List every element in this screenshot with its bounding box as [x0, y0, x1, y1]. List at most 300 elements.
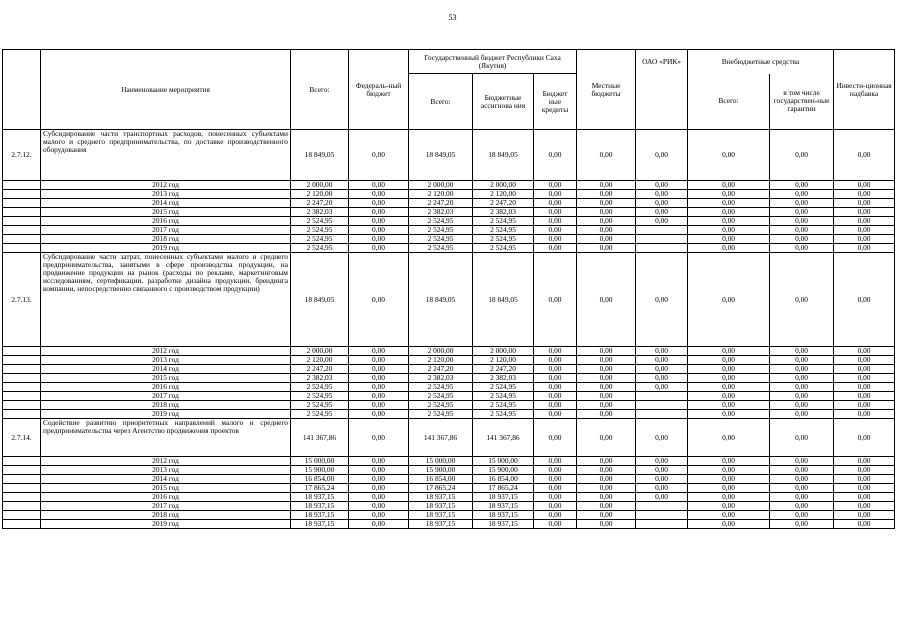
- year-value: 17 865,24: [409, 484, 473, 493]
- year-value: 15 000,00: [409, 457, 473, 466]
- year-value: 0,00: [349, 502, 409, 511]
- year-value: 2 120,00: [473, 190, 534, 199]
- year-value: 0,00: [688, 401, 770, 410]
- year-value: 0,00: [834, 520, 895, 529]
- year-value: 0,00: [577, 181, 636, 190]
- year-value: 2 247,20: [409, 365, 473, 374]
- year-value: 2 524,95: [291, 217, 349, 226]
- year-value: 2 382,03: [291, 374, 349, 383]
- year-row: [3, 392, 895, 401]
- year-value: 0,00: [770, 374, 834, 383]
- year-value: [636, 244, 688, 253]
- year-value: 0,00: [534, 356, 577, 365]
- year-value: 0,00: [349, 383, 409, 392]
- year-label: 2012 год: [41, 181, 291, 190]
- year-value: 2 524,95: [473, 401, 534, 410]
- year-value: 0,00: [770, 457, 834, 466]
- year-value: 0,00: [688, 457, 770, 466]
- year-value: 0,00: [770, 484, 834, 493]
- year-label: 2017 год: [41, 226, 291, 235]
- year-code-cell: [3, 520, 41, 529]
- year-value: 0,00: [534, 502, 577, 511]
- year-value: 0,00: [688, 374, 770, 383]
- header-budget-allocations: Бюджетные ассигнова ния: [473, 74, 534, 130]
- year-value: 15 900,00: [409, 466, 473, 475]
- year-value: 0,00: [636, 356, 688, 365]
- year-value: 0,00: [834, 356, 895, 365]
- year-value: 2 524,95: [409, 244, 473, 253]
- year-value: 0,00: [534, 457, 577, 466]
- year-row: [3, 208, 895, 217]
- year-value: 0,00: [834, 217, 895, 226]
- year-value: 0,00: [577, 457, 636, 466]
- year-value: 0,00: [577, 235, 636, 244]
- year-code-cell: [3, 217, 41, 226]
- year-value: 0,00: [688, 511, 770, 520]
- year-code-cell: [3, 457, 41, 466]
- year-value: 0,00: [834, 457, 895, 466]
- year-value: 0,00: [770, 235, 834, 244]
- year-label: 2018 год: [41, 401, 291, 410]
- year-value: 2 382,03: [473, 374, 534, 383]
- year-value: 18 937,15: [291, 520, 349, 529]
- year-value: 2 000,00: [291, 181, 349, 190]
- year-value: 0,00: [834, 484, 895, 493]
- year-value: 18 937,15: [291, 511, 349, 520]
- header-name: Наименование мероприятия: [41, 50, 291, 130]
- section-total-value: 18 849,05: [409, 130, 473, 181]
- year-row: [3, 235, 895, 244]
- year-value: 0,00: [577, 475, 636, 484]
- section-total-value: 0,00: [834, 130, 895, 181]
- year-label: 2013 год: [41, 356, 291, 365]
- year-row: [3, 466, 895, 475]
- year-value: 2 524,95: [291, 401, 349, 410]
- year-value: 0,00: [770, 199, 834, 208]
- year-value: 0,00: [770, 365, 834, 374]
- year-value: 0,00: [834, 383, 895, 392]
- year-value: 0,00: [770, 410, 834, 419]
- year-value: 0,00: [770, 493, 834, 502]
- year-value: [636, 511, 688, 520]
- year-value: 2 524,95: [473, 235, 534, 244]
- year-value: 2 120,00: [409, 190, 473, 199]
- section-code: 2.7.13.: [3, 253, 41, 347]
- year-code-cell: [3, 401, 41, 410]
- year-value: 2 524,95: [291, 235, 349, 244]
- year-row: [3, 457, 895, 466]
- year-value: 2 382,03: [291, 208, 349, 217]
- year-value: 0,00: [577, 347, 636, 356]
- year-value: 0,00: [577, 356, 636, 365]
- year-value: 0,00: [534, 410, 577, 419]
- year-value: 0,00: [770, 392, 834, 401]
- year-value: 2 524,95: [291, 383, 349, 392]
- year-value: 0,00: [834, 502, 895, 511]
- year-value: 0,00: [349, 374, 409, 383]
- section-row: [3, 253, 895, 347]
- year-value: 0,00: [636, 217, 688, 226]
- section-total-value: 0,00: [577, 419, 636, 457]
- year-value: 0,00: [688, 181, 770, 190]
- section-total-value: 0,00: [534, 130, 577, 181]
- section-total-value: 141 367,86: [291, 419, 349, 457]
- year-label: 2016 год: [41, 217, 291, 226]
- section-total-value: 0,00: [636, 419, 688, 457]
- year-value: 15 900,00: [473, 466, 534, 475]
- year-value: 0,00: [770, 347, 834, 356]
- section-row: [3, 130, 895, 181]
- header-extra-guarantees: в том числе государствен-ные гарантии: [770, 74, 834, 130]
- year-value: 0,00: [834, 365, 895, 374]
- year-code-cell: [3, 392, 41, 401]
- year-value: 2 120,00: [473, 356, 534, 365]
- year-value: 2 524,95: [291, 226, 349, 235]
- year-value: 0,00: [834, 199, 895, 208]
- header-state-budget: Государственный бюджет Республики Саха (Якутия): [409, 50, 577, 74]
- year-value: 2 000,00: [409, 347, 473, 356]
- year-value: 0,00: [770, 190, 834, 199]
- year-value: 2 524,95: [291, 410, 349, 419]
- year-value: 0,00: [349, 208, 409, 217]
- year-value: 0,00: [349, 484, 409, 493]
- section-total-value: 0,00: [349, 419, 409, 457]
- year-label: 2015 год: [41, 484, 291, 493]
- year-value: 0,00: [577, 383, 636, 392]
- year-value: 2 120,00: [291, 190, 349, 199]
- year-code-cell: [3, 199, 41, 208]
- year-value: 0,00: [636, 383, 688, 392]
- year-value: 2 524,95: [409, 226, 473, 235]
- table-body: [3, 130, 895, 529]
- year-value: 0,00: [534, 401, 577, 410]
- year-value: 0,00: [349, 466, 409, 475]
- year-value: 0,00: [534, 392, 577, 401]
- year-value: 0,00: [688, 383, 770, 392]
- year-value: 0,00: [688, 475, 770, 484]
- year-value: 2 247,20: [473, 365, 534, 374]
- year-value: 0,00: [534, 190, 577, 199]
- year-label: 2012 год: [41, 347, 291, 356]
- section-total-value: 0,00: [688, 130, 770, 181]
- year-row: [3, 374, 895, 383]
- year-value: 0,00: [534, 347, 577, 356]
- year-label: 2017 год: [41, 392, 291, 401]
- year-value: 2 247,20: [291, 199, 349, 208]
- section-total-value: 18 849,05: [473, 253, 534, 347]
- year-label: 2018 год: [41, 511, 291, 520]
- year-value: 0,00: [577, 226, 636, 235]
- year-value: 2 382,03: [409, 374, 473, 383]
- year-value: 0,00: [577, 208, 636, 217]
- year-value: 0,00: [577, 493, 636, 502]
- year-value: 0,00: [688, 502, 770, 511]
- year-code-cell: [3, 226, 41, 235]
- year-label: 2014 год: [41, 475, 291, 484]
- year-value: [636, 520, 688, 529]
- year-value: 0,00: [688, 190, 770, 199]
- year-value: 2 524,95: [473, 383, 534, 392]
- year-value: 0,00: [349, 356, 409, 365]
- year-label: 2019 год: [41, 410, 291, 419]
- year-value: 0,00: [636, 484, 688, 493]
- header-code-cell: [3, 50, 41, 130]
- section-title: Субсидирование части транспортных расходов, понесенных субъектами малого и среднего предпринимательства, по доставке производственного оборудования: [41, 130, 291, 181]
- year-value: 2 524,95: [409, 410, 473, 419]
- year-value: 0,00: [349, 347, 409, 356]
- year-value: 0,00: [636, 466, 688, 475]
- year-row: [3, 401, 895, 410]
- year-value: 0,00: [834, 347, 895, 356]
- year-value: 0,00: [636, 457, 688, 466]
- year-value: 0,00: [534, 365, 577, 374]
- section-total-value: 0,00: [349, 130, 409, 181]
- year-value: 15 900,00: [291, 466, 349, 475]
- year-value: 0,00: [577, 520, 636, 529]
- year-value: 0,00: [349, 457, 409, 466]
- year-value: 0,00: [577, 392, 636, 401]
- year-value: 0,00: [534, 475, 577, 484]
- section-total-value: 0,00: [577, 130, 636, 181]
- year-value: 0,00: [577, 484, 636, 493]
- year-label: 2016 год: [41, 493, 291, 502]
- year-value: 0,00: [534, 466, 577, 475]
- year-value: 0,00: [636, 208, 688, 217]
- year-value: 0,00: [834, 410, 895, 419]
- year-value: 0,00: [577, 511, 636, 520]
- year-value: [636, 226, 688, 235]
- year-value: 2 000,00: [473, 181, 534, 190]
- year-value: 0,00: [534, 199, 577, 208]
- year-value: 0,00: [688, 484, 770, 493]
- year-row: [3, 356, 895, 365]
- year-row: [3, 244, 895, 253]
- year-value: 0,00: [688, 466, 770, 475]
- year-label: 2017 год: [41, 502, 291, 511]
- section-total-value: 0,00: [688, 253, 770, 347]
- year-value: 16 854,00: [409, 475, 473, 484]
- year-value: 18 937,15: [473, 502, 534, 511]
- section-row: [3, 419, 895, 457]
- year-code-cell: [3, 235, 41, 244]
- year-value: 0,00: [534, 511, 577, 520]
- year-value: 18 937,15: [409, 520, 473, 529]
- year-value: 18 937,15: [409, 511, 473, 520]
- year-row: [3, 520, 895, 529]
- year-row: [3, 365, 895, 374]
- year-value: 0,00: [349, 199, 409, 208]
- year-value: 2 524,95: [291, 244, 349, 253]
- year-value: 0,00: [834, 466, 895, 475]
- year-row: [3, 493, 895, 502]
- year-value: 0,00: [834, 226, 895, 235]
- header-federal: Федераль-ный бюджет: [349, 50, 409, 130]
- year-value: 2 120,00: [409, 356, 473, 365]
- year-value: 0,00: [534, 217, 577, 226]
- section-total-value: 0,00: [834, 253, 895, 347]
- year-value: 0,00: [577, 365, 636, 374]
- table-header: [3, 50, 895, 130]
- year-value: [636, 235, 688, 244]
- year-code-cell: [3, 365, 41, 374]
- year-value: 0,00: [349, 511, 409, 520]
- year-value: 0,00: [636, 493, 688, 502]
- section-total-value: 18 849,05: [473, 130, 534, 181]
- year-value: 0,00: [534, 493, 577, 502]
- year-value: 0,00: [349, 235, 409, 244]
- year-value: 0,00: [688, 392, 770, 401]
- year-row: [3, 410, 895, 419]
- year-value: 17 865,24: [473, 484, 534, 493]
- year-value: 0,00: [349, 520, 409, 529]
- year-label: 2019 год: [41, 520, 291, 529]
- year-value: 0,00: [770, 511, 834, 520]
- year-value: 0,00: [534, 226, 577, 235]
- header-rik: ОАО «РИК»: [636, 50, 688, 130]
- year-value: 0,00: [577, 401, 636, 410]
- year-value: 0,00: [834, 181, 895, 190]
- year-value: 2 524,95: [473, 392, 534, 401]
- year-value: 0,00: [636, 347, 688, 356]
- year-value: 0,00: [577, 190, 636, 199]
- year-value: 2 120,00: [291, 356, 349, 365]
- year-label: 2016 год: [41, 383, 291, 392]
- year-value: 0,00: [770, 244, 834, 253]
- year-value: 0,00: [688, 244, 770, 253]
- year-value: [636, 392, 688, 401]
- year-value: 0,00: [770, 401, 834, 410]
- year-code-cell: [3, 466, 41, 475]
- year-value: 0,00: [349, 392, 409, 401]
- year-value: 2 382,03: [473, 208, 534, 217]
- section-code: 2.7.14.: [3, 419, 41, 457]
- year-label: 2013 год: [41, 466, 291, 475]
- year-value: 2 524,95: [473, 410, 534, 419]
- year-value: 0,00: [770, 502, 834, 511]
- section-total-value: 0,00: [688, 419, 770, 457]
- year-value: 0,00: [770, 466, 834, 475]
- year-value: 0,00: [534, 181, 577, 190]
- year-value: 0,00: [577, 410, 636, 419]
- year-label: 2019 год: [41, 244, 291, 253]
- year-value: 0,00: [770, 356, 834, 365]
- year-value: 0,00: [349, 410, 409, 419]
- year-value: 0,00: [636, 475, 688, 484]
- year-value: 0,00: [349, 493, 409, 502]
- year-row: [3, 347, 895, 356]
- year-value: 2 247,20: [409, 199, 473, 208]
- year-code-cell: [3, 208, 41, 217]
- year-value: 0,00: [636, 190, 688, 199]
- year-code-cell: [3, 502, 41, 511]
- year-value: 2 524,95: [409, 401, 473, 410]
- year-code-cell: [3, 190, 41, 199]
- year-value: 0,00: [636, 181, 688, 190]
- year-value: 0,00: [834, 374, 895, 383]
- section-total-value: 18 849,05: [291, 130, 349, 181]
- year-value: 0,00: [688, 199, 770, 208]
- budget-table: [2, 49, 895, 529]
- year-row: [3, 475, 895, 484]
- year-value: 0,00: [636, 365, 688, 374]
- year-value: 18 937,15: [473, 511, 534, 520]
- header-extra-budget: Внебюджетные средства: [688, 50, 834, 74]
- year-value: 2 000,00: [291, 347, 349, 356]
- year-value: 18 937,15: [409, 502, 473, 511]
- section-title: Содействие развитию приоритетных направлений малого и среднего предпринимательства через Агентство продвижения проектов: [41, 419, 291, 457]
- year-value: 0,00: [834, 511, 895, 520]
- year-value: 0,00: [834, 401, 895, 410]
- year-value: 0,00: [770, 226, 834, 235]
- year-code-cell: [3, 244, 41, 253]
- section-total-value: 18 849,05: [409, 253, 473, 347]
- year-code-cell: [3, 383, 41, 392]
- header-total: Всего:: [291, 50, 349, 130]
- year-value: 2 000,00: [409, 181, 473, 190]
- year-value: 0,00: [534, 383, 577, 392]
- year-value: 0,00: [636, 374, 688, 383]
- year-value: 0,00: [688, 217, 770, 226]
- year-value: 0,00: [688, 493, 770, 502]
- year-value: 0,00: [834, 208, 895, 217]
- section-total-value: 0,00: [534, 253, 577, 347]
- year-value: 0,00: [577, 374, 636, 383]
- year-value: 0,00: [770, 475, 834, 484]
- year-value: 0,00: [349, 475, 409, 484]
- section-total-value: 0,00: [834, 419, 895, 457]
- year-code-cell: [3, 493, 41, 502]
- year-row: [3, 511, 895, 520]
- year-value: 0,00: [834, 493, 895, 502]
- year-value: 0,00: [534, 484, 577, 493]
- year-value: 0,00: [577, 244, 636, 253]
- year-value: 0,00: [688, 365, 770, 374]
- year-value: 2 524,95: [473, 217, 534, 226]
- header-local: Местные бюджеты: [577, 50, 636, 130]
- year-value: 0,00: [770, 383, 834, 392]
- year-value: 0,00: [349, 190, 409, 199]
- year-value: 0,00: [770, 520, 834, 529]
- year-value: 0,00: [834, 190, 895, 199]
- header-extra-total: Всего:: [688, 74, 770, 130]
- year-code-cell: [3, 475, 41, 484]
- year-code-cell: [3, 410, 41, 419]
- year-value: 0,00: [834, 244, 895, 253]
- section-total-value: 0,00: [534, 419, 577, 457]
- year-value: 2 524,95: [409, 217, 473, 226]
- year-value: 0,00: [577, 199, 636, 208]
- year-value: 2 524,95: [473, 226, 534, 235]
- page-number: 53: [448, 13, 457, 22]
- year-code-cell: [3, 356, 41, 365]
- year-value: 0,00: [577, 502, 636, 511]
- year-value: 2 524,95: [409, 392, 473, 401]
- year-value: [636, 502, 688, 511]
- year-row: [3, 484, 895, 493]
- year-value: 0,00: [349, 244, 409, 253]
- year-label: 2015 год: [41, 374, 291, 383]
- year-value: 0,00: [688, 356, 770, 365]
- year-value: 0,00: [534, 374, 577, 383]
- year-value: [636, 410, 688, 419]
- year-value: 2 000,00: [473, 347, 534, 356]
- header-budget-credits: Бюджет ные кредиты: [534, 74, 577, 130]
- year-value: 0,00: [534, 520, 577, 529]
- year-value: 18 937,15: [473, 520, 534, 529]
- year-label: 2014 год: [41, 365, 291, 374]
- year-value: 0,00: [534, 244, 577, 253]
- year-row: [3, 190, 895, 199]
